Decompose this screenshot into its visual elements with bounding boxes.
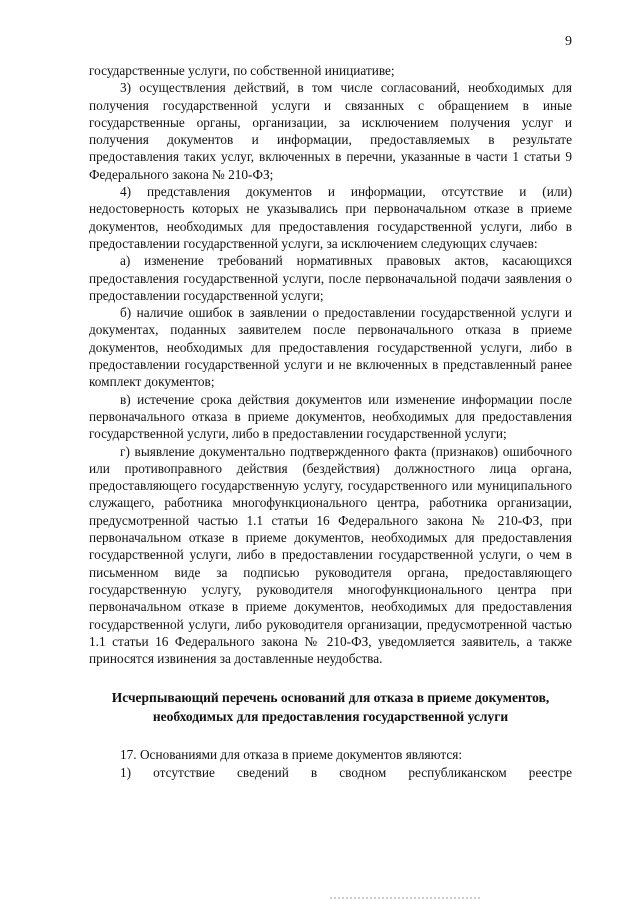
paragraph-item-4: 4) представления документов и информации, отсутствие и (или) недостоверность которых не указывались при первоначальном отказе в приеме документов, необходимых для предоставления государственной услуги, либо в предоставлении государственной услуги, за исключением следующих случаев: xyxy=(89,184,572,251)
paragraph-continuation: государственные услуги, по собственной инициативе; xyxy=(89,63,395,78)
paragraph-item-17: 17. Основаниями для отказа в приеме документов являются: xyxy=(120,747,463,763)
paragraph-subitem-v: в) истечение срока действия документов или изменение информации после первоначального отказа в приеме документов, необходимых для предоставления государственной услуги, либо в предоставлении государственной услуги; xyxy=(89,391,572,442)
section-heading: Исчерпывающий перечень оснований для отказа в приеме документов, необходимых для предоставления государственной услуги xyxy=(111,690,550,724)
paragraph-item-3: 3) осуществления действий, в том числе согласований, необходимых для получения государственной услуги и связанных с обращением в иные государственные органы, организации, за исключением получения услуг и получения документов и информации, предоставляемых в результате предоставления таких услуг, включенных в перечни, указанные в части 1 статьи 9 Федерального закона № 210-ФЗ; xyxy=(89,80,572,182)
document-body xyxy=(89,62,572,781)
paragraph-subitem-b: б) наличие ошибок в заявлении о предоставлении государственной услуги и документах, поданных заявителем после первоначального отказа в приеме документов, необходимых для предоставления государственной услуги, либо в предоставлении государственной услуги и не включенных в представленный ранее комплект документов; xyxy=(89,305,572,390)
paragraph-item-1: 1) отсутствие сведений в сводном республиканском реестре xyxy=(120,764,572,780)
scan-artifact xyxy=(330,897,480,907)
paragraph-subitem-a: а) изменение требований нормативных правовых актов, касающихся предоставления государственной услуги, после первоначальной подачи заявления о предоставлении государственной услуги; xyxy=(89,253,572,303)
paragraph-subitem-g: г) выявление документально подтвержденного факта (признаков) ошибочного или противоправного действия (бездействия) должностного лица органа, предоставляющего государственную услугу, государственного или муниципального служащего, работника многофункционального центра, работника организации, предусмотренной частью 1.1 статьи 16 Федерального закона № 210-ФЗ, при первоначальном отказе в приеме документов, необходимых для предоставления государственной услуги, либо в предоставлении государственной услуги, о чем в письменном виде за подписью руководителя органа, предоставляющего государственную услугу, руководителя многофункционального центра при первоначальном отказе в приеме документов, необходимых для предоставления государственной услуги, либо руководителя организации, предусмотренной частью 1.1 статьи 16 Федерального закона № 210-ФЗ, уведомляется заявитель, а также приносятся извинения за доставленные неудобства. xyxy=(89,443,572,667)
page-number: 9 xyxy=(565,34,572,49)
